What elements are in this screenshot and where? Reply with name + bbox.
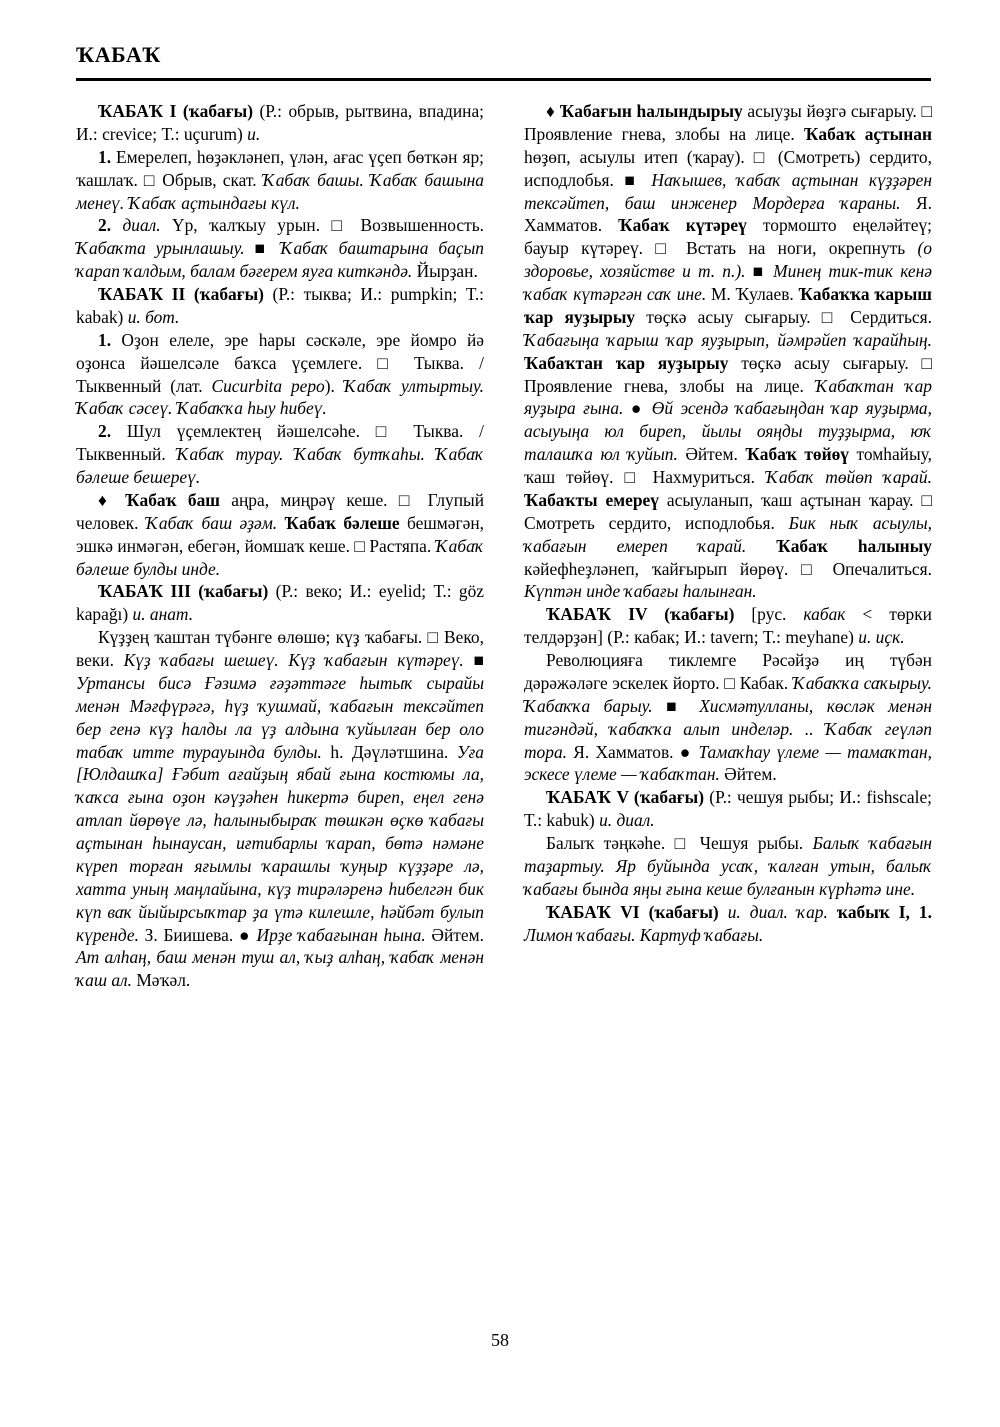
citation: Хисмәтулланы, көсләк менән тигәндәй, ҡабаҡҡа алып инделәр. .. Ҡабаҡ геүләп тора. bbox=[524, 695, 932, 762]
idiom-phrase: Ҡабаҡҡа ҡарыш ҡар яуҙырыу bbox=[524, 284, 932, 327]
sense-definition: Үр, ҡалҡыу урын. bbox=[172, 215, 321, 236]
left-column bbox=[76, 100, 484, 1300]
latin-name: Cucurbita pepo bbox=[211, 375, 325, 396]
sense-1 bbox=[524, 649, 932, 786]
headword: ҠАБАҠ III (ҡабағы) bbox=[98, 581, 269, 602]
square-open-icon bbox=[144, 170, 156, 190]
grammar-label: и. иҫк. bbox=[858, 627, 905, 648]
sense-examples: Ҡабаҡта урынлашыу. bbox=[76, 238, 245, 259]
square-open-icon bbox=[801, 559, 820, 579]
sense-1 bbox=[524, 832, 932, 901]
sense-definition: Күҙҙең ҡаштан түбәнге өлөшө; күҙ ҡабағы. bbox=[98, 627, 423, 648]
square-open-icon bbox=[922, 490, 933, 510]
grammar-label: и. бот. bbox=[127, 306, 180, 327]
entry-kabak-1 bbox=[76, 100, 484, 146]
headword: ҠАБАҠ I (ҡабағы) bbox=[98, 101, 254, 121]
square-filled-icon bbox=[624, 170, 641, 190]
citation: Уға [Юлдашҡа] Ғәбит ағайҙың ябай ғына костюмы ла, ҡаҡса ғына оҙон кәүҙәһен һикертә биреп, еңел генә атлап йөрөүе лә, һалыныбыраҡ төшкән өҫкө ҡабағы аҫтынан һынаусан, иғтибарлы ҡарап, бөтә нәмәне күреп торған яғымлы ҡарашлы ҡуңыр күҙҙәре лә, хатта уның маңлайына, күҙ тирәләренә һибелгән бик күп ваҡ йыйырсыҡтар ҙа үтә килешле, һәйбәт булып күренде. bbox=[76, 741, 484, 945]
idiom-russian: Нахмуриться. bbox=[652, 467, 755, 487]
entry-kabak-4: ҠАБАҠ IV (ҡабағы) [рус. кабак < төрки телдәрҙән] (Р.: кабак; И.: tavern; Т.: meyhane) и. иҫк. bbox=[524, 604, 932, 648]
grammar-label: и. диал. ҡар. bbox=[727, 901, 828, 922]
gloss-line: (Р.: чешуя рыбы; И.: fishscale; Т.: kabuk) bbox=[524, 787, 932, 831]
sense-russian: Обрыв, скат. bbox=[162, 169, 257, 190]
idiom-russian: Сердиться. bbox=[850, 306, 932, 327]
gloss-line: (Р.: тыква; И.: pumpkin; Т.: kabak) bbox=[76, 284, 484, 327]
citation-source: һ. Дәүләтшина. bbox=[330, 741, 449, 762]
header-rule bbox=[76, 78, 931, 81]
idiom-definition: тормошто еңеләйтеү; бауыр күтәреү. bbox=[524, 215, 932, 259]
idiom-definition: томһайыу, ҡаш төйөү. bbox=[524, 444, 932, 487]
idiom-examples: Ҡабаҡтан ҡар яуҙыра ғына. bbox=[524, 375, 932, 419]
entry-kabak-2 bbox=[76, 283, 484, 329]
sense-number: 2. bbox=[98, 215, 112, 236]
gloss-line: (Р.: кабак; И.: tavern; Т.: meyhane) bbox=[607, 627, 854, 648]
square-open-icon bbox=[921, 353, 932, 373]
page-number: 58 bbox=[491, 1330, 509, 1350]
text-columns bbox=[76, 100, 932, 1300]
idiom-definition: асыуланып, ҡаш аҫтынан ҡарау. bbox=[666, 489, 914, 510]
idiom-examples: Ҡабағыңа ҡарыш ҡар яуҙырып, йәмрәйеп ҡарайһың. bbox=[524, 329, 932, 350]
entry-kabak-3 bbox=[76, 580, 484, 626]
idiom-phrase: Ҡабаҡ аҫтынан bbox=[804, 123, 932, 144]
idiom-examples: Ҡабаҡ бәлеше булды инде. bbox=[76, 535, 484, 579]
idiom-examples: Ҡабаҡ төйөп ҡарай. bbox=[765, 467, 932, 487]
square-open-icon bbox=[655, 238, 673, 258]
headword: ҠАБАҠ V (ҡабағы) bbox=[546, 787, 705, 808]
sense-russian: Чешуя рыбы. bbox=[699, 833, 804, 853]
entry-kabak-6 bbox=[524, 901, 932, 947]
sense-1 bbox=[76, 626, 484, 992]
idiom-definition: асыуҙы йөҙгә сығарыу. bbox=[747, 101, 917, 121]
square-open-icon bbox=[331, 215, 349, 235]
citation-source: М. Ҡулаев. bbox=[710, 284, 794, 304]
idiom-russian: Проявление гнева, злобы на лице. bbox=[524, 375, 804, 396]
square-open-icon bbox=[427, 627, 438, 647]
square-filled-icon bbox=[666, 696, 686, 716]
citation: Ҡабаҡ баштарына баҫып ҡарап ҡалдым, балам бәғерем яуға киткәндә. bbox=[76, 238, 484, 282]
gloss-line: (Р.: обрыв, рытвина, впадина; И.: crevice; Т.: uçurum) bbox=[76, 101, 484, 144]
sense-definition: Емерелеп, һөҙәкләнеп, үлән, ағас үҫеп бөткән яр; ҡашлаҡ. bbox=[76, 146, 484, 190]
idiom-definition: бешмәгән, эшкә инмәгән, ебегән, йомшаҡ кеше. bbox=[76, 512, 484, 556]
sense-2 bbox=[76, 420, 484, 489]
citation-source: Әйтем. bbox=[724, 764, 777, 785]
square-open-icon bbox=[354, 536, 365, 556]
citation-source: Әйтем. bbox=[685, 444, 738, 465]
sense-number: 1. bbox=[98, 329, 112, 350]
idiom-russian: Растяпа. bbox=[369, 535, 432, 556]
sense-definition: Балыҡ тәңкәһе. bbox=[546, 833, 666, 853]
idiom-phrase: Ҡабаҡ һалыныу bbox=[776, 535, 932, 556]
grammar-label: и. bbox=[247, 123, 261, 144]
cross-reference: ҡабыҡ I, 1. bbox=[836, 901, 932, 922]
idiom-definition: аңра, миңрәү кеше. bbox=[231, 489, 388, 510]
idiom-examples: Күптән инде ҡабағы һалынған. bbox=[524, 581, 757, 602]
idiom-group bbox=[76, 489, 484, 581]
sense-label: диал. bbox=[122, 215, 161, 236]
idiom-examples: Ҡабаҡ баш әҙәм. bbox=[145, 512, 278, 533]
idiom-phrase: Ҡабаҡ төйөү bbox=[745, 444, 849, 465]
sense-1 bbox=[76, 146, 484, 215]
idiom-phrase: Ҡабағын һалындырыу bbox=[559, 101, 743, 121]
square-open-icon bbox=[675, 833, 691, 853]
idiom-definition: төҫкә асыу сығарыу. bbox=[646, 306, 811, 327]
citation-source: Я. Хамматов. bbox=[524, 192, 932, 236]
idiom-russian: Опечалиться. bbox=[832, 558, 932, 579]
square-open-icon bbox=[921, 101, 932, 121]
headword: ҠАБАҠ II (ҡабағы) bbox=[98, 284, 264, 304]
diamond-icon bbox=[98, 490, 114, 510]
sense-1: 1. Оҙон елеле, эре һары сәскәле, эре йомро йә оҙонса йәшелсәле баҡса үҫемлеге. □ Тыква. / Тыквенный (лат. Cucurbita pepo). Ҡабаҡ ултыртыу. Ҡабаҡ сәсеү. Ҡабаҡҡа һыу һибеү. bbox=[76, 329, 484, 421]
grammar-label: и. диал. bbox=[599, 810, 655, 831]
bullet-icon bbox=[680, 742, 692, 762]
sense-examples: Ҡабаҡ турау. Ҡабаҡ бутҡаһы. Ҡабаҡ бәлеше бешереү. bbox=[76, 444, 484, 487]
headword: ҠАБАҠ VI (ҡабағы) bbox=[546, 901, 719, 922]
idiom-russian: (Смотреть) сердито, исподлобья. bbox=[524, 146, 932, 190]
sense-examples: Ҡабаҡ ултыртыу. Ҡабаҡ сәсеү. Ҡабаҡҡа һыу һибеү. bbox=[76, 375, 484, 419]
examples: Лимон ҡабағы. Картуф ҡабағы. bbox=[524, 924, 764, 945]
entry-kabak-5 bbox=[524, 786, 932, 832]
citation: Тамаҡһау үлеме — тамаҡтан, эскесе үлеме — ҡабаҡтан. bbox=[524, 741, 932, 785]
square-filled-icon bbox=[255, 238, 271, 258]
citation: Минең тик-тик кенә ҡабаҡ күтәргән саҡ ине. bbox=[524, 261, 932, 304]
sense-examples: Күҙ ҡабағы шешеү. Күҙ ҡабағын күтәреү. bbox=[123, 650, 464, 670]
citation-source: Әйтем. bbox=[431, 924, 484, 945]
sense-number: 2. bbox=[98, 421, 112, 442]
citation-source: Я. Хамматов. bbox=[573, 741, 674, 762]
sense-examples: Ҡабаҡҡа саҡырыу. Ҡабаҡҡа барыу. bbox=[524, 672, 933, 716]
sense-russian: Кабак. bbox=[739, 672, 789, 693]
idiom-russian: Смотреть сердито, исподлобья. bbox=[524, 512, 775, 533]
square-open-icon bbox=[724, 673, 735, 693]
bullet-icon bbox=[631, 398, 645, 418]
idiom-russian: Глупый человек. bbox=[76, 489, 484, 533]
square-open-icon bbox=[399, 490, 416, 510]
idiom-phrase: Ҡабаҡ күтәреү bbox=[618, 215, 747, 236]
square-open-icon bbox=[376, 421, 398, 441]
citation: Наҡышев, ҡабаҡ аҫтынан күҙҙәрен тексәйтеп, баш инженер Мордерға ҡараны. bbox=[524, 169, 932, 213]
idiom-phrase: Ҡабаҡты емереү bbox=[524, 489, 659, 510]
square-filled-icon bbox=[473, 650, 484, 670]
gloss-line: (Р.: веко; И.: eyelid; Т.: göz kapağı) bbox=[76, 581, 484, 625]
idiom-phrase: Ҡабаҡ баш bbox=[125, 489, 220, 510]
headword: ҠАБАҠ IV (ҡабағы) bbox=[546, 604, 735, 625]
sense-number: 1. bbox=[98, 146, 112, 167]
right-column bbox=[524, 100, 932, 1300]
grammar-label: и. анат. bbox=[132, 604, 194, 625]
idiom-group-continued: ♦ Ҡабағын һалындырыу асыуҙы йөҙгә сығарыу. □ Проявление гнева, злобы на лице. Ҡабаҡ аҫтынан һөҙөп, асыулы итеп (ҡарау). □ (Смотреть) сердито, исподлобья. ■ Наҡышев, ҡабаҡ аҫтынан күҙҙәрен тексәйтеп, баш инженер Мордерға ҡараны. Я. Хамматов. Ҡабаҡ күтәреү тормошто еңеләйтеү; бауыр күтәреү. □ Встать на ноги, окрепнуть (о здоровье, хозяйстве и т. п.). ■ Минең тик-тик кенә ҡабаҡ күтәргән саҡ ине. М. Ҡулаев. Ҡабаҡҡа ҡарыш ҡар яуҙырыу төҫкә асыу сығарыу. □ Сердиться. Ҡабағыңа ҡарыш ҡар яуҙырып, йәмрәйеп ҡарайһың. Ҡабаҡтан ҡар яуҙырыу төҫкә асыу сығарыу. □ Проявление гнева, злобы на лице. Ҡабаҡтан ҡар яуҙыра ғына. ● Өй эсендә ҡабағыңдан ҡар яуҙырма, асыуыңа юл биреп, йылы ояңды туҙҙырма, юҡ талашҡа юл ҡуйып. Әйтем. Ҡабаҡ төйөү томһайыу, ҡаш төйөү. □ Нахмуриться. Ҡабаҡ төйөп ҡарай. Ҡабаҡты емереү асыуланып, ҡаш аҫтынан ҡарау. □ Смотреть сердито, исподлобья. Бик ныҡ асыулы, ҡабағын емереп ҡарай. Ҡабаҡ һалыныу кәйефһеҙләнеп, ҡайғырып йөрөү. □ Опечалиться. Күптән инде ҡабағы һалынған. bbox=[524, 100, 932, 603]
citation-source: Мәҡәл. bbox=[136, 970, 191, 991]
idiom-definition: һөҙөп, асыулы итеп (ҡарау). bbox=[524, 146, 745, 167]
running-head: ҠАБАҠ bbox=[76, 42, 161, 67]
square-open-icon bbox=[822, 307, 839, 327]
square-open-icon bbox=[377, 353, 398, 373]
square-open-icon bbox=[624, 467, 641, 487]
citation-source: З. Биишева. bbox=[144, 924, 234, 945]
bullet-icon bbox=[239, 925, 251, 945]
idiom-definition: төҫкә асыу сығарыу. bbox=[741, 352, 909, 373]
idiom-phrase: Ҡабаҡ бәлеше bbox=[284, 512, 400, 533]
sense-2 bbox=[76, 214, 484, 283]
sense-russian: Веко, веки. bbox=[76, 627, 484, 670]
square-open-icon bbox=[754, 147, 769, 167]
sense-definition: Шул үҫемлектең йәшелсәһе. bbox=[126, 421, 360, 442]
idiom-phrase: Ҡабаҡтан ҡар яуҙырыу bbox=[524, 352, 729, 373]
sense-examples: Ҡабаҡ башы. Ҡабаҡ башына менеү. Ҡабаҡ аҫтындағы күл. bbox=[76, 169, 484, 213]
citation: Ат алһаң, баш менән туш ал, ҡыҙ алһаң, ҡабаҡ менән ҡаш ал. bbox=[76, 947, 484, 991]
sense-examples: Балыҡ ҡабағын таҙартыу. Яр буйында усаҡ, ҡалған утын, балыҡ ҡабағы бында яңы ғына кеше булғанын күрһәтә ине. bbox=[524, 833, 932, 899]
idiom-russian: Проявление гнева, злобы на лице. bbox=[524, 123, 795, 144]
citation-source: Йырҙан. bbox=[416, 261, 478, 282]
sense-russian: Возвышенность. bbox=[360, 215, 484, 236]
idiom-definition: кәйефһеҙләнеп, ҡайғырып йөрөү. bbox=[524, 558, 789, 579]
diamond-icon bbox=[546, 101, 555, 121]
idiom-examples: Бик ныҡ асыулы, ҡабағын емереп ҡарай. bbox=[524, 512, 932, 556]
citation: Уртансы бисә Ғәзимә ғәҙәттәге һытыҡ сырайы менән Мәғфүрәгә, һүҙ ҡушмай, ҡабағын тексәйтеп бер генә күҙ һалды ла үҙ алдына ҡуйылған бер оло табаҡ итте турауында булды. bbox=[76, 672, 484, 762]
sense-russian: Тыква. / Тыквенный. bbox=[76, 421, 484, 465]
sense-definition: Оҙон елеле, эре һары сәскәле, эре йомро йә оҙонса йәшелсәле баҡса үҫемлеге. bbox=[76, 329, 484, 373]
sense-definition: Революцияға тиклемге Рәсәйҙә иң түбән дәрәжәләге эскелек йорто. bbox=[524, 650, 932, 693]
citation: Өй эсендә ҡабағыңдан ҡар яуҙырма, асыуыңа юл биреп, йылы ояңды туҙҙырма, юҡ талашҡа юл ҡуйып. bbox=[524, 398, 932, 465]
citation: Ирҙе ҡабағынан һына. bbox=[256, 924, 426, 945]
square-filled-icon bbox=[753, 261, 766, 281]
